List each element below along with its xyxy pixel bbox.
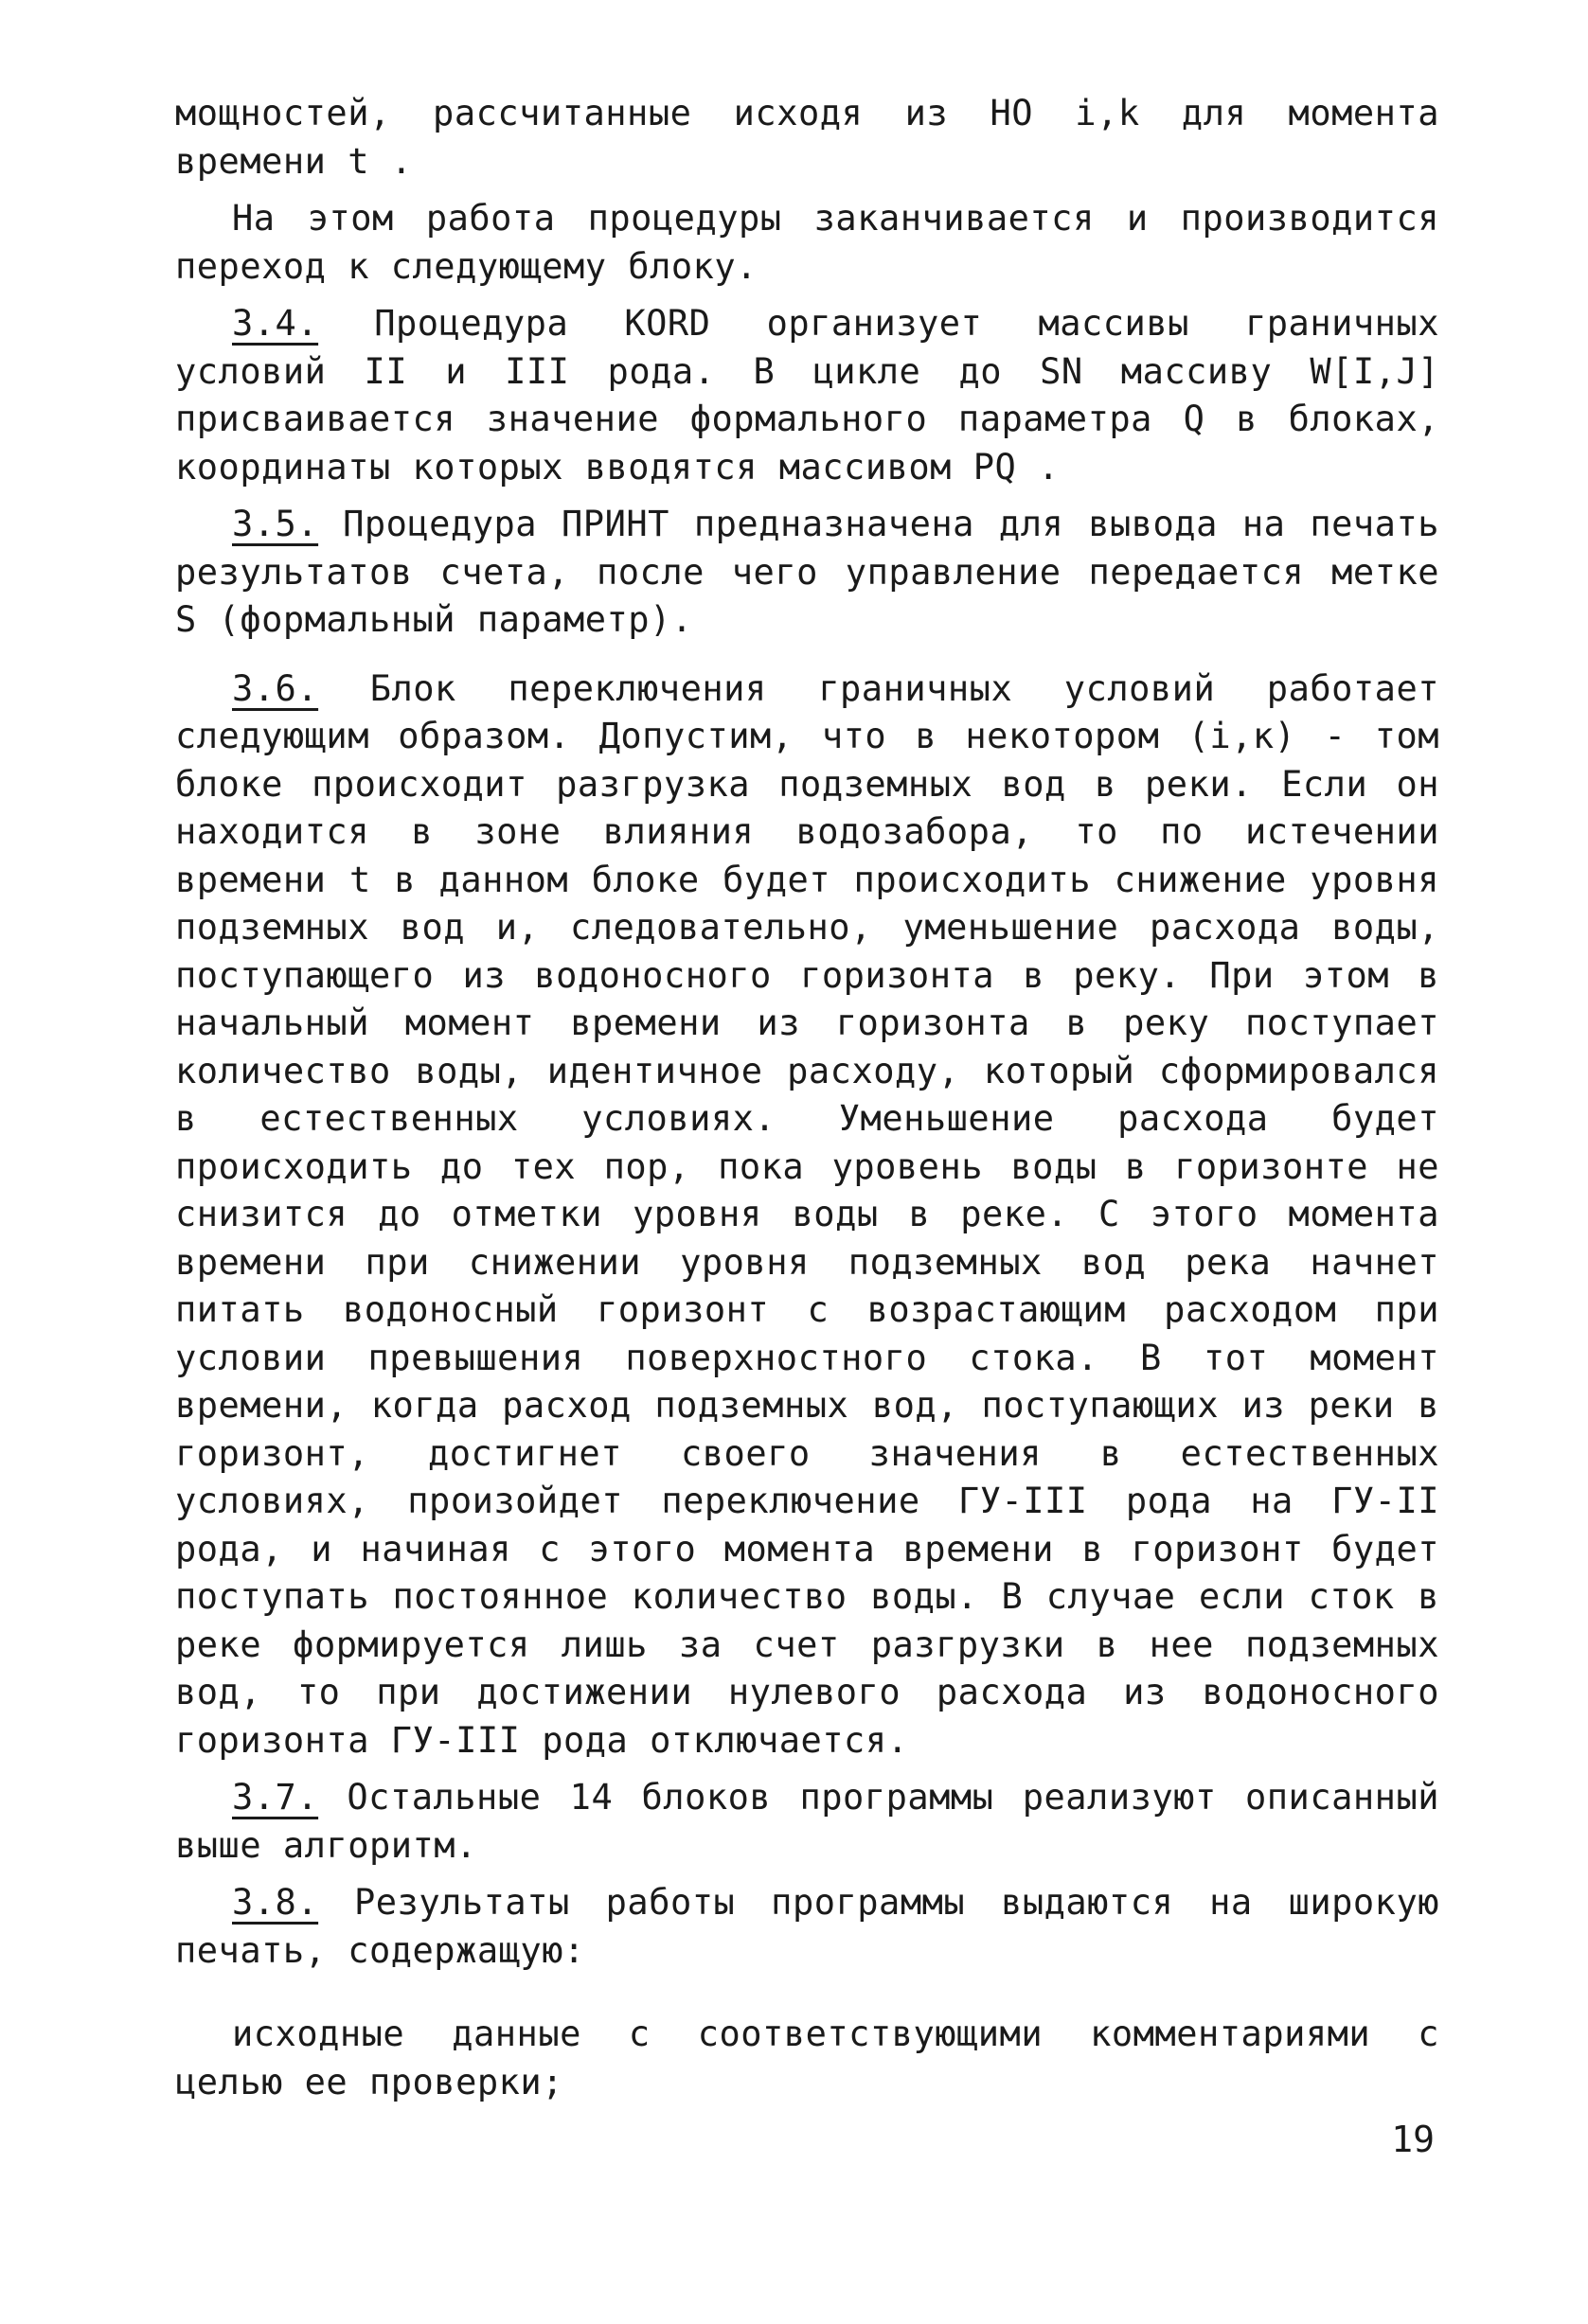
paragraph-text: Результаты работы программы выдаются на широкую печать, содержащую: — [175, 1882, 1440, 1971]
paragraph-procedure-end — [175, 195, 1439, 291]
paragraph-continuation — [175, 90, 1439, 186]
paragraph-3-6 — [175, 665, 1439, 1765]
paragraph-3-7 — [175, 1774, 1439, 1870]
section-number: 3.6. — [232, 667, 319, 709]
paragraph-3-8 — [175, 1879, 1439, 1975]
paragraph-text: На этом работа процедуры заканчивается и производится переход к следующему блоку. — [175, 198, 1439, 287]
paragraph-text: исходные данные с соответствующими комментариями с целью ее проверки; — [175, 2014, 1439, 2102]
section-number: 3.7. — [232, 1777, 319, 1818]
paragraph-text: Процедура ПРИНТ предназначена для вывода на печать результатов счета, после чего управление передается метке S (формальный параметр). — [175, 504, 1439, 640]
paragraph-list-item — [175, 2011, 1439, 2106]
paragraph-3-5 — [175, 501, 1439, 645]
section-number: 3.8. — [232, 1882, 319, 1923]
section-number: 3.4. — [232, 303, 319, 344]
paragraph-3-4 — [175, 300, 1439, 491]
page-body — [175, 90, 1439, 2106]
paragraph-text: Блок переключения граничных условий работает следующим образом. Допустим, что в некотором (i,к) - том блоке происходит разгрузка подземных вод в реки. Если он находится в зоне влияния водозабора, то по истечении времени t в данном блоке будет происходить снижение уровня подземных вод и, следовательно, уменьшение расхода воды, поступающего из водоносного горизонта в реку. При этом в начальный момент времени из горизонта в реку поступает количество воды, идентичное расходу, который сформировался в естественных условиях. Уменьшение расхода будет происходить до тех пор, пока уровень воды в горизонте не снизится до отметки уровня воды в реке. С этого момента времени при снижении уровня подземных вод река начнет питать водоносный горизонт с возрастающим расходом при условии превышения поверхностного стока. В тот момент времени, когда расход подземных вод, поступающих из реки в горизонт, достигнет своего значения в естественных условиях, произойдет переключение ГУ-III рода на ГУ-II рода, и начиная с этого момента времени в горизонт будет поступать постоянное количество воды. В случае если сток в реке формируется лишь за счет разгрузки в нее подземных вод, то при достижении нулевого расхода из водоносного горизонта ГУ-III рода отключается. — [175, 667, 1440, 1761]
paragraph-text: Остальные 14 блоков программы реализуют описанный выше алгоритм. — [175, 1777, 1439, 1866]
paragraph-text: мощностей, рассчитанные исходя из HO i,k для момента времени t . — [175, 93, 1439, 182]
page-number: 19 — [1391, 2119, 1435, 2160]
section-number: 3.5. — [232, 504, 319, 544]
paragraph-text: Процедура KORD организует массивы граничных условий II и III рода. В цикле до SN массиву W[I,J] присваивается значение формального параметра Q в блоках, координаты которых вводятся массивом PQ . — [175, 303, 1439, 488]
